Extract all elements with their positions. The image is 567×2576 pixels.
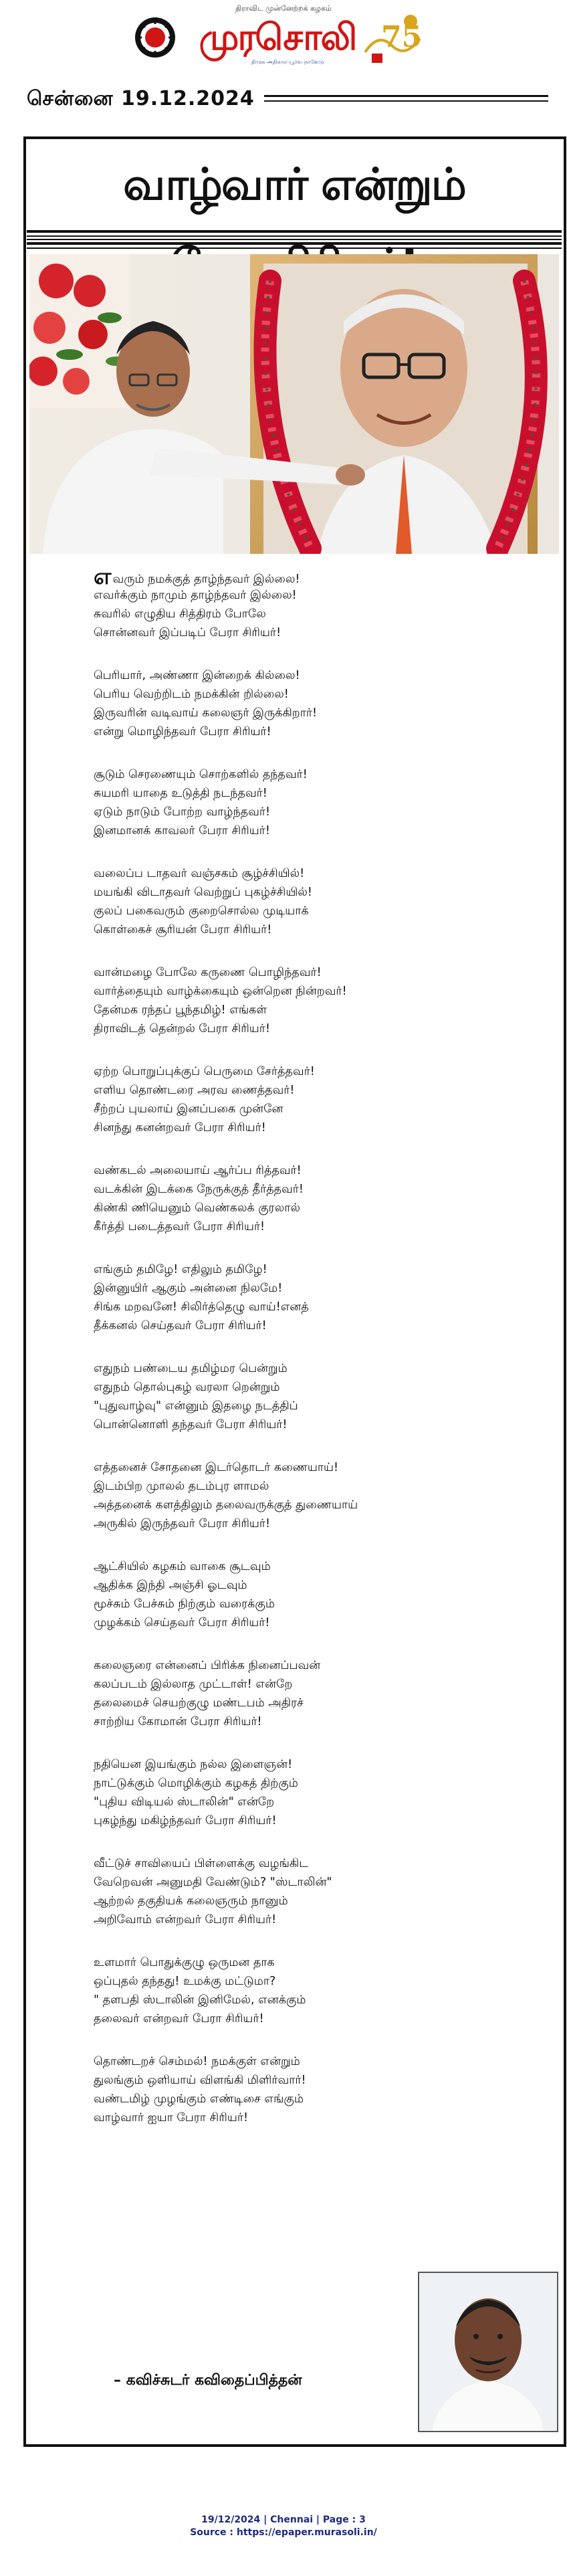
poem-line: இருவரின் வடிவாய் கலைஞர் இருக்கிறார்! <box>94 706 318 720</box>
poem-line: குலப் பகைவரும் குறைசொல்ல முடியாக் <box>94 904 309 918</box>
poem-line: அருகில் இருந்தவர் பேரா சிரியர்! <box>94 1517 271 1530</box>
poem-line: கீர்த்தி படைத்தவர் பேரா சிரியர்! <box>94 1220 265 1233</box>
poem-line: " தளபதி ஸ்டாலின் இனிமேல், எனக்கும் <box>94 1993 306 2007</box>
poem-line: கலப்படம் இல்லாத முட்டாள்! என்றே <box>94 1678 293 1691</box>
poem-line: புகழ்ந்து மகிழ்ந்தவர் பேரா சிரியர்! <box>94 1814 277 1827</box>
poem-line: திராவிடத் தென்றல் பேரா சிரியர்! <box>94 1022 270 1035</box>
logo-subtitle: திமுக அதிகாரப்பூர்வ நாளேடு <box>251 59 324 65</box>
poem-stanza <box>94 864 468 939</box>
poem-stanza <box>94 1953 468 2028</box>
poem-line: துலங்கும் ஒளியாய் விளங்கி மிளிர்வார்! <box>94 2074 306 2087</box>
party-emblem-icon <box>134 16 177 59</box>
poem-stanza <box>94 2052 468 2127</box>
poem-line: ஆட்சியில் கழகம் வாகை சூடவும் <box>94 1560 271 1573</box>
poem-line: எத்தனைச் சோதனை இடர்தொடர் கணையாய்! <box>94 1461 339 1474</box>
poem-line: எளிய தொண்டரை அரவ ணைத்தவர்! <box>94 1084 295 1097</box>
poem-line: மயங்கி விடாதவர் வெற்றுப் புகழ்ச்சியில்! <box>94 886 312 899</box>
poem-line: வண்டமிழ் முழங்கும் எண்டிசை எங்கும் <box>94 2092 304 2106</box>
poem-line: என்று மொழிந்தவர் பேரா சிரியர்! <box>94 725 271 738</box>
poem-line: சுவரில் எழுதிய சித்திரம் போலே <box>94 607 266 621</box>
poem-line: ஆதிக்க இந்தி அஞ்சி ஓடவும் <box>94 1579 247 1592</box>
poem-line: கிண்கி ணியெனும் வெண்கலக் குரலால் <box>94 1201 300 1215</box>
poem-line: வான்மழை போலே கருணை பொழிந்தவர்! <box>94 966 322 979</box>
poem-line: "புதிய விடியல் ஸ்டாலின்" என்றே <box>94 1795 275 1809</box>
poem-line: தேன்மக ரந்தப் பூந்தமிழ்! எங்கள் <box>94 1003 267 1017</box>
poet-photo <box>418 2272 558 2432</box>
footer-page-info: 19/12/2024 | Chennai | Page : 3 <box>201 2514 366 2525</box>
newspaper-logo <box>134 12 433 70</box>
poem-line: பெரியார், அண்ணா இன்றைக் கில்லை! <box>94 669 300 682</box>
poem-stanza <box>94 1557 468 1632</box>
anniversary-75-icon <box>358 12 425 68</box>
headline-rule <box>27 239 562 240</box>
poem-line: எவரும் நமக்குத் தாழ்ந்தவர் இல்லை! <box>94 563 300 590</box>
anniversary-number: 75 <box>381 20 423 54</box>
dateline <box>27 86 548 112</box>
poem-line: தீக்கனல் செய்தவர் பேரா சிரியர்! <box>94 1319 267 1332</box>
poem-line: தலைவர் என்றவர் பேரா சிரியர்! <box>94 2012 264 2025</box>
poem-line: "புதுவாழ்வு" என்னும் இதழை நடத்திப் <box>94 1399 298 1413</box>
poem-line: ஏடும் நாடும் போற்ற வாழ்ந்தவர்! <box>94 805 271 819</box>
poem-line: தலைமைச் செயற்குழு மண்டபம் அதிரச் <box>94 1696 304 1710</box>
headline-rule <box>27 235 562 237</box>
poem-line: சாற்றிய கோமான் பேரா சிரியர்! <box>94 1715 262 1728</box>
poem-line: உளமார் பொதுக்குழு ஒருமன தாக <box>94 1956 275 1969</box>
flower-bouquet <box>29 254 130 408</box>
poem-line: பெரிய வெற்றிடம் நமக்கின் றில்லை! <box>94 688 289 701</box>
poem-stanza <box>94 1062 468 1137</box>
poem-stanza <box>94 1755 468 1830</box>
poem-line: நதியென இயங்கும் நல்ல இளைஞன்! <box>94 1758 293 1771</box>
poem-line: கொள்கைச் சூரியன் பேரா சிரியர்! <box>94 923 272 936</box>
poem-line: வேறெவன் அனுமதி வேண்டும்? "ஸ்டாலின்" <box>94 1876 332 1889</box>
poem-line: அத்தனைக் களத்திலும் தலைவருக்குத் துணையாய் <box>94 1498 358 1512</box>
poem-line: மூச்சும் பேச்சும் நிற்கும் வரைக்கும் <box>94 1597 275 1611</box>
poem-line: வார்த்தையும் வாழ்க்கையும் ஒன்றென நின்றவர்! <box>94 985 347 998</box>
poem-line: எங்கும் தமிழே! எதிலும் தமிழே! <box>94 1263 267 1276</box>
poem-stanza <box>94 563 468 642</box>
poem-stanza <box>94 1656 468 1731</box>
logo-wordmark: முரசொலி <box>199 15 356 58</box>
headline-rule <box>27 247 562 249</box>
poem-stanza <box>94 765 468 840</box>
poem-stanza <box>94 1161 468 1236</box>
poem-line: வீட்டுச் சாவியைப் பிள்ளைக்கு வழங்கிட <box>94 1857 309 1870</box>
poem-line: ஒப்புதல் தந்தது! உமக்கு மட்டுமா? <box>94 1975 276 1988</box>
poem-line: வாழ்வார் ஐயா பேரா சிரியர்! <box>94 2111 248 2124</box>
poem-line: இனமானக் காவலர் பேரா சிரியர்! <box>94 824 270 837</box>
drop-cap: எ <box>94 563 112 590</box>
poet-portrait-image <box>419 2273 557 2431</box>
tribute-photo-image <box>29 254 559 554</box>
poem-line: இன்னுயிர் ஆகும் அன்னை நிலமே! <box>94 1282 283 1295</box>
poem-stanza <box>94 1458 468 1533</box>
poem-stanza <box>94 1359 468 1434</box>
poem-stanza <box>94 666 468 741</box>
poem-line: ஏற்ற பொறுப்புக்குப் பெருமை சேர்த்தவர்! <box>94 1065 315 1078</box>
poem-stanza <box>94 1260 468 1335</box>
poem-stanza <box>94 1854 468 1929</box>
poem-line: சூடும் செரணையும் சொற்களில் தந்தவர்! <box>94 768 308 781</box>
article-headline: வாழ்வார் என்றும் <box>123 159 465 210</box>
poem-line: எதுநம் தொல்புகழ் வரலா றென்றும் <box>94 1381 280 1394</box>
headline-rule <box>27 230 562 233</box>
masthead-tagline: திராவிட முன்னேற்றக் கழகம் <box>235 4 332 13</box>
poem-line: வடக்கின் இடக்கை நேருக்குத் தீர்த்தவர்! <box>94 1183 304 1196</box>
poem-line: சிங்க மறவனே! சிலிர்த்தெழு வாய்!எனத் <box>94 1300 309 1314</box>
poem-stanza <box>94 963 468 1038</box>
poem-byline: – கவிச்சுடர் கவிதைப்பித்தன் <box>114 2372 302 2389</box>
poem-line: ஆற்றல் தகுதியக் கலைஞரும் நானும் <box>94 1894 288 1908</box>
poem-line: கலைஞரை என்னைப் பிரிக்க நினைப்பவன் <box>94 1659 321 1672</box>
poem-line: பொன்னொளி தந்தவர் பேரா சிரியர்! <box>94 1418 288 1431</box>
poem-line: வண்கடல் அலையாய் ஆர்ப்ப ரித்தவர்! <box>94 1164 302 1177</box>
footer-source: Source : https://epaper.murasoli.in/ <box>190 2527 377 2538</box>
poem-line: வலைப்ப டாதவர் வஞ்சகம் சூழ்ச்சியில்! <box>94 867 305 880</box>
poem-line: நாட்டுக்கும் மொழிக்கும் கழகத் திற்கும் <box>94 1777 298 1790</box>
poem-line: சீற்றப் புயலாய் இனப்பகை முன்னே <box>94 1102 284 1116</box>
poem-line: சுயமரி யாதை உடுத்தி நடந்தவர்! <box>94 787 267 800</box>
poem-line: அறிவோம் என்றவர் பேரா சிரியர்! <box>94 1913 277 1926</box>
dateline-rule <box>264 100 548 102</box>
poem-line: எவர்க்கும் நாமும் தாழ்ந்தவர் இல்லை! <box>94 589 297 602</box>
poem-line: எதுநம் பண்டைய தமிழ்மர பென்றும் <box>94 1362 288 1375</box>
poem-line: சொன்னவர் இப்படிப் பேரா சிரியர்! <box>94 626 281 639</box>
poem-line: தொண்டறச் செம்மல்! நமக்குள் என்றும் <box>94 2055 300 2068</box>
dateline-rule <box>264 95 548 97</box>
poem-line: இடம்பிற முாலல் தடம்புர ளாமல் <box>94 1480 269 1493</box>
city-date: சென்னை 19.12.2024 <box>27 87 255 110</box>
poem-line: முழக்கம் செய்தவர் பேரா சிரியர்! <box>94 1616 270 1629</box>
tribute-photo <box>29 254 559 554</box>
poem-line: சினந்து கனன்றவர் பேரா சிரியர்! <box>94 1121 266 1134</box>
masthead <box>0 0 567 75</box>
headline-rule <box>27 242 562 245</box>
